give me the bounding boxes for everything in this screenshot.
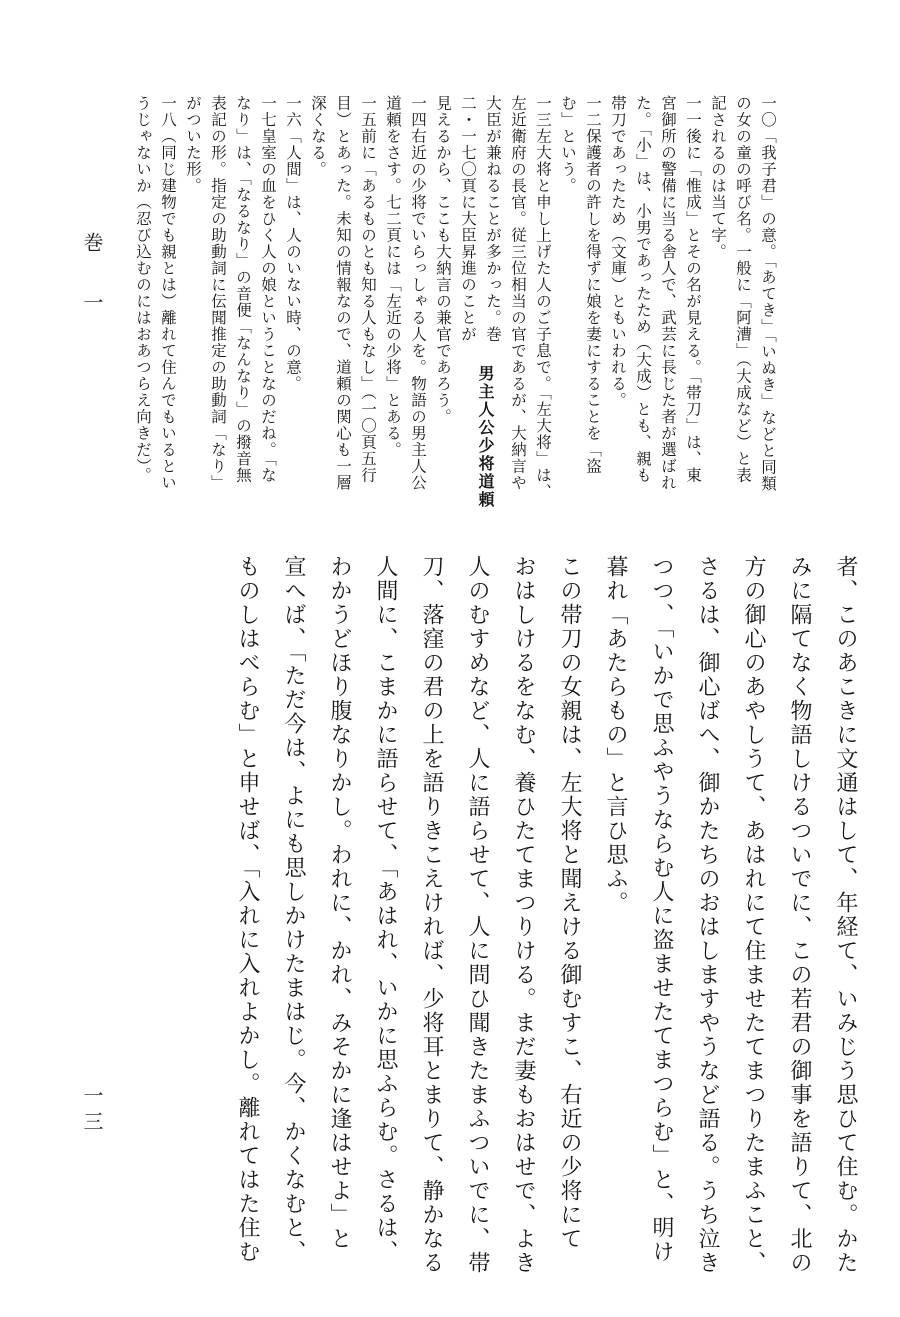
note-line: 記されるのは当て字。 xyxy=(709,95,727,260)
note-line: がついた形。 xyxy=(184,95,202,194)
note-15 xyxy=(305,95,380,515)
note-line: 宮御所の警備に当る舎人で、武芸に長じた者が選ばれ xyxy=(659,95,677,491)
note-line: 帯刀であったため（文庫）ともいわれる。 xyxy=(609,95,627,409)
main-text-block xyxy=(130,555,868,1275)
note-13 xyxy=(430,95,555,515)
main-text-line: おはしけるをなむ、養ひたてまつりける。まだ妻もおはせで、よき xyxy=(511,555,536,1275)
main-text-line: 人のむすめなど、人に語らせて、人に問ひ聞きたまふついでに、帯 xyxy=(465,555,490,1275)
note-line: 二・一七〇頁に大臣昇進のことが xyxy=(459,95,477,343)
note-11 xyxy=(605,95,705,515)
main-text-line: 宣へば、「ただ今は、よにも思しかけたまはじ。今、かくなむと、 xyxy=(281,555,306,1264)
note-17 xyxy=(180,95,280,515)
note-line: 見えるから、ここも大納言の兼官であろう。 xyxy=(434,95,452,425)
note-line: 一〇「我子君」の意。「あてき」「いぬき」などと同類 xyxy=(759,95,777,492)
note-14 xyxy=(380,95,430,515)
note-10 xyxy=(705,95,780,515)
main-text-line: 刀、落窪の君の上を語りきこえければ、少将耳とまりて、静かなる xyxy=(419,555,444,1275)
note-line: 一七皇室の血をひく人の娘ということなのだね。「な xyxy=(259,95,277,484)
note-line: なり」は、「なるなり」の音便「なんなり」の撥音無 xyxy=(234,95,252,484)
page-number: 一三 xyxy=(80,1085,104,1137)
note-line: む」という。 xyxy=(559,95,577,194)
main-text-line: さるは、御心ばへ、御かたちのおはしますやうなど語る。うち泣き xyxy=(695,555,720,1275)
note-line: 一四右近の少将でいらっしゃる人を。物語の男主人公 xyxy=(409,95,427,491)
notes-block xyxy=(134,95,780,515)
note-line: 目）とあった。未知の情報なので、道頼の関心も一層 xyxy=(334,95,352,491)
note-16 xyxy=(280,95,305,515)
note-line: 道頼をさす。七二頁には「左近の少将」とある。 xyxy=(384,95,402,458)
note-line: 一二保護者の許しを得ずに娘を妻にすることを「盗 xyxy=(584,95,602,475)
note-line: の女の童の呼び名。一般に「阿漕」（大成など）と表 xyxy=(734,95,752,484)
note-line: た。「小」は、小男であったため（大成）とも、親も xyxy=(634,95,652,484)
main-text-line: ものしはべらむ」と申せば、「入れに入れよかし。離れてはた住む xyxy=(235,555,260,1264)
running-head: 巻一 xyxy=(80,232,104,352)
note-line: 表記の形。指定の助動詞に伝聞推定の助動詞「なり」 xyxy=(209,95,227,491)
note-line: 一三左大将と申し上げた人のご子息で。「左大将」は、 xyxy=(534,95,552,500)
note-12 xyxy=(555,95,605,515)
main-text-line: この帯刀の女親は、左大将と聞えける御むすこ、右近の少将にて xyxy=(557,555,582,1251)
main-text-line: 者、このあこきに文通はして、年経て、いみじう思ひて住む。かた xyxy=(833,555,858,1275)
main-text-line: つつ、「いかで思ふやうならむ人に盗ませたてまつらむ」と、明け xyxy=(649,555,674,1264)
side-heading: 男主人公少将道頼 xyxy=(476,365,495,509)
note-line: うじゃないか（忍び込むのにはおあつらえ向きだ）。 xyxy=(134,95,152,484)
note-18 xyxy=(130,95,180,515)
note-line: 左近衛府の長官。従三位相当の官であるが、大納言や xyxy=(509,95,527,491)
main-text-line: みに隔てなく物語しけるついでに、この若君の御事を語りて、北の xyxy=(787,555,812,1275)
note-line: 深くなる。 xyxy=(309,95,327,178)
note-line: 大臣が兼ねることが多かった。巻 xyxy=(484,95,502,343)
main-text-line: わかうどほり腹なりかし。われに、かれ、みそかに逢はせよ」と xyxy=(327,555,352,1251)
note-line: 一五前に「あるものとも知る人もなし」（一〇頁五行 xyxy=(359,95,377,484)
main-text-line: 方の御心のあやしうて、あはれにて住ませたてまつりたまふこと、 xyxy=(741,555,766,1275)
note-line: 一八（同じ建物でも親とは）離れて住んでもいるとい xyxy=(159,95,177,491)
main-text-line: 人間に、こまかに語らせて、「あはれ、いかに思ふらむ。さるは、 xyxy=(373,555,398,1264)
main-text-line: 暮れ「あたらもの」と言ひ思ふ。 xyxy=(603,555,628,915)
note-line: 一六「人間」は、人のいない時、の意。 xyxy=(284,95,302,392)
note-line: 一一後に「惟成」とその名が見える。「帯刀」は、東 xyxy=(684,95,702,484)
